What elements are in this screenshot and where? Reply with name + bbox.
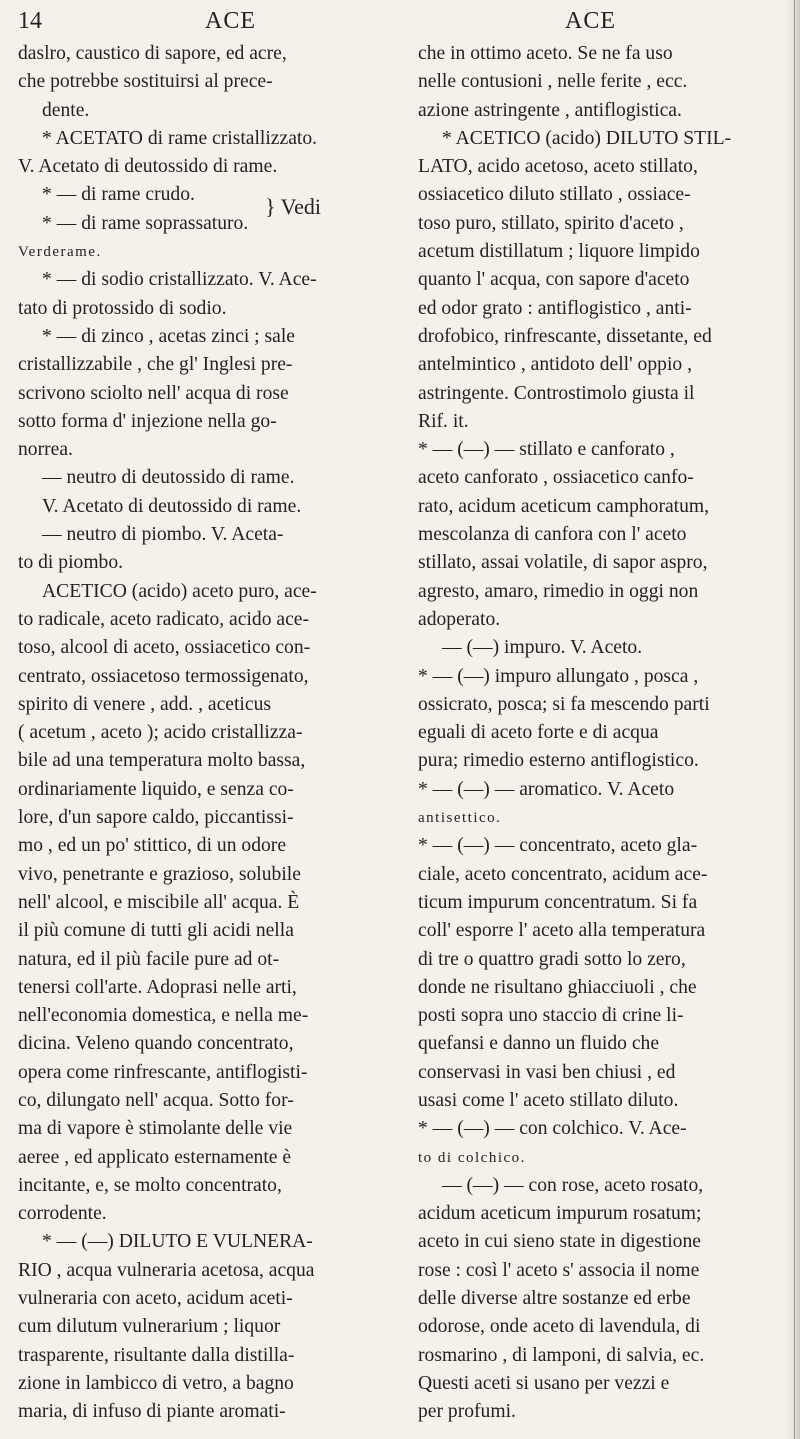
text-line: dicina. Veleno quando concentrato,: [18, 1033, 294, 1055]
text-line: scrivono sciolto nell' acqua di rose: [18, 382, 289, 404]
text-line: daslro, caustico di sapore, ed acre,: [18, 43, 287, 64]
text-line: rose : così l' aceto s' associa il nome: [418, 1259, 700, 1281]
text-line: ma di vapore è stimolante delle vie: [18, 1118, 293, 1140]
text-line: che in ottimo aceto. Se ne fa uso: [418, 43, 673, 64]
text-line: centrato, ossiacetoso termossigenato,: [18, 665, 309, 687]
text-line: V. Acetato di deutossido di rame.: [42, 495, 302, 517]
text-line: posti sopra uno staccio di crine li-: [418, 1005, 684, 1027]
text-line: * — di rame crudo.: [42, 184, 195, 206]
text-line: trasparente, risultante dalla distilla-: [18, 1344, 295, 1366]
text-line: mo , ed un po' stittico, di un odore: [18, 835, 287, 857]
text-line: sotto forma d' injezione nella go-: [18, 410, 277, 432]
text-line: lore, d'un sapore caldo, piccantissi-: [18, 807, 294, 829]
text-line: * — (—) — aromatico. V. Aceto: [418, 778, 675, 800]
right-column: [418, 40, 790, 1427]
text-line: stillato, assai volatile, di sapor aspro,: [418, 552, 708, 574]
text-line: nell' alcool, e miscibile all' acqua. È: [18, 891, 300, 913]
text-line: dente.: [42, 99, 90, 121]
text-line: * — (—) — stillato e canforato ,: [418, 439, 675, 461]
text-line: che potrebbe sostituirsi al prece-: [18, 71, 273, 93]
text-line: acidum aceticum impurum rosatum;: [418, 1203, 702, 1225]
text-line: odorose, onde aceto di lavendula, di: [418, 1316, 701, 1338]
text-line: ciale, aceto concentrato, acidum ace-: [418, 863, 708, 885]
text-line: adoperato.: [418, 608, 501, 630]
text-line: ( acetum , aceto ); acido cristallizza-: [18, 722, 303, 744]
text-line: rosmarino , di lamponi, di salvia, ec.: [418, 1344, 705, 1366]
page-header: [0, 6, 800, 40]
text-line: to di piombo.: [18, 552, 124, 574]
text-line: vivo, penetrante e grazioso, solubile: [18, 863, 301, 885]
entry-acetico-acido: ACETICO (acido) aceto puro, ace-: [42, 580, 317, 602]
text-line: spirito di venere , add. , aceticus: [18, 693, 271, 715]
text-line: to radicale, aceto radicato, acido ace-: [18, 608, 309, 630]
text-line: Rif. it.: [418, 410, 469, 432]
page-edge-line: [794, 0, 795, 1439]
text-line: ed odor grato : antiflogistico , anti-: [418, 297, 692, 319]
text-line: toso, alcool di aceto, ossiacetico con-: [18, 637, 311, 659]
text-line: drofobico, rinfrescante, dissetante, ed: [418, 325, 712, 347]
text-line: cristallizzabile , che gl' Inglesi pre-: [18, 354, 293, 376]
text-line: tato di protossido di sodio.: [18, 297, 227, 319]
text-line: pura; rimedio esterno antiflogistico.: [418, 750, 699, 772]
text-line: Questi aceti si usano per vezzi e: [418, 1372, 670, 1394]
text-line: nelle contusioni , nelle ferite , ecc.: [418, 71, 688, 93]
text-line: bile ad una temperatura molto bassa,: [18, 750, 306, 772]
text-line: donde ne risultano ghiacciuoli , che: [418, 976, 697, 998]
text-line: azione astringente , antiflogistica.: [418, 99, 682, 121]
text-line: incitante, e, se molto concentrato,: [18, 1174, 282, 1196]
text-line: agresto, amaro, rimedio in oggi non: [418, 580, 699, 602]
text-line: toso puro, stillato, spirito d'aceto ,: [418, 212, 684, 234]
text-line: per profumi.: [418, 1401, 516, 1423]
text-line: aeree , ed applicato esternamente è: [18, 1146, 292, 1168]
vedi-label: Vedi: [280, 194, 321, 220]
text-line: zione in lambicco di vetro, a bagno: [18, 1372, 294, 1394]
text-line: — neutro di deutossido di rame.: [42, 467, 295, 489]
entry-acetico-diluto-stillato: * ACETICO (acido) DILUTO STIL-: [442, 127, 732, 149]
text-line: quanto l' acqua, con sapore d'aceto: [418, 269, 690, 291]
text-line: tenersi coll'arte. Adoprasi nelle arti,: [18, 976, 297, 998]
running-head-right: ACE: [565, 8, 616, 34]
page-edge-shadow: [786, 0, 800, 1439]
text-line: * — (—) — con colchico. V. Ace-: [418, 1118, 687, 1140]
text-line: acetum distillatum ; liquore limpido: [418, 241, 700, 263]
text-line: * — di rame soprassaturo.: [42, 212, 249, 234]
text-line: — (—) — con rose, aceto rosato,: [442, 1174, 704, 1196]
vedi-brace-label: } Vedi: [265, 194, 321, 220]
text-line: to di colchico.: [418, 1149, 526, 1166]
text-line: * — (—) — concentrato, aceto gla-: [418, 835, 698, 857]
text-line: Verderame.: [18, 244, 102, 261]
text-line: delle diverse altre sostanze ed erbe: [418, 1288, 691, 1310]
text-line: nell'economia domestica, e nella me-: [18, 1005, 309, 1027]
text-line: LATO, acido acetoso, aceto stillato,: [418, 156, 698, 178]
text-line: aceto canforato , ossiacetico canfo-: [418, 467, 694, 489]
text-line: corrodente.: [18, 1203, 107, 1225]
text-line: eguali di aceto forte e di acqua: [418, 722, 659, 744]
text-line: usasi come l' aceto stillato diluto.: [418, 1089, 679, 1111]
text-line: mescolanza di canfora con l' aceto: [418, 524, 687, 546]
text-line: conservasi in vasi ben chiusi , ed: [418, 1061, 676, 1083]
text-line: ticum impurum concentratum. Si fa: [418, 891, 698, 913]
text-line: norrea.: [18, 439, 73, 461]
text-line: co, dilungato nell' acqua. Sotto for-: [18, 1089, 294, 1111]
text-line: — (—) impuro. V. Aceto.: [442, 637, 643, 659]
text-line: opera come rinfrescante, antiflogisti-: [18, 1061, 308, 1083]
entry-acetato-rame-cristallizzato: * ACETATO di rame cristallizzato.: [42, 127, 318, 149]
text-line: * — (—) impuro allungato , posca ,: [418, 665, 699, 687]
left-column: [18, 40, 393, 1427]
text-line: antelmintico , antidoto dell' oppio ,: [418, 354, 692, 376]
text-line: RIO , acqua vulneraria acetosa, acqua: [18, 1259, 315, 1281]
text-line: quefansi e danno un fluido che: [418, 1033, 660, 1055]
text-line: * — di zinco , acetas zinci ; sale: [42, 325, 295, 347]
page-number: 14: [18, 8, 42, 34]
text-line: ossicrato, posca; si fa mescendo parti: [418, 693, 710, 715]
text-line: antisettico.: [418, 810, 502, 827]
text-line: — neutro di piombo. V. Aceta-: [42, 524, 284, 546]
text-line: rato, acidum aceticum camphoratum,: [418, 495, 710, 517]
text-line: natura, ed il più facile pure ad ot-: [18, 948, 280, 970]
text-line: ordinariamente liquido, e senza co-: [18, 778, 294, 800]
running-head-left: ACE: [205, 8, 256, 34]
vedi-group: [18, 181, 393, 238]
text-line: * — di sodio cristallizzato. V. Ace-: [42, 269, 317, 291]
text-line: astringente. Controstimolo giusta il: [418, 382, 695, 404]
text-line: maria, di infuso di piante aromati-: [18, 1401, 286, 1423]
text-line: il più comune di tutti gli acidi nella: [18, 920, 294, 942]
text-line: cum dilutum vulnerarium ; liquor: [18, 1316, 281, 1338]
text-line: coll' esporre l' aceto alla temperatura: [418, 920, 706, 942]
text-line: ossiacetico diluto stillato , ossiace-: [418, 184, 691, 206]
text-line: di tre o quattro gradi sotto lo zero,: [418, 948, 686, 970]
text-line: vulneraria con aceto, acidum aceti-: [18, 1288, 293, 1310]
text-line: V. Acetato di deutossido di rame.: [18, 156, 278, 178]
text-line: aceto in cui sieno state in digestione: [418, 1231, 701, 1253]
entry-diluto-vulnerario: * — (—) DILUTO E VULNERA-: [42, 1231, 313, 1253]
